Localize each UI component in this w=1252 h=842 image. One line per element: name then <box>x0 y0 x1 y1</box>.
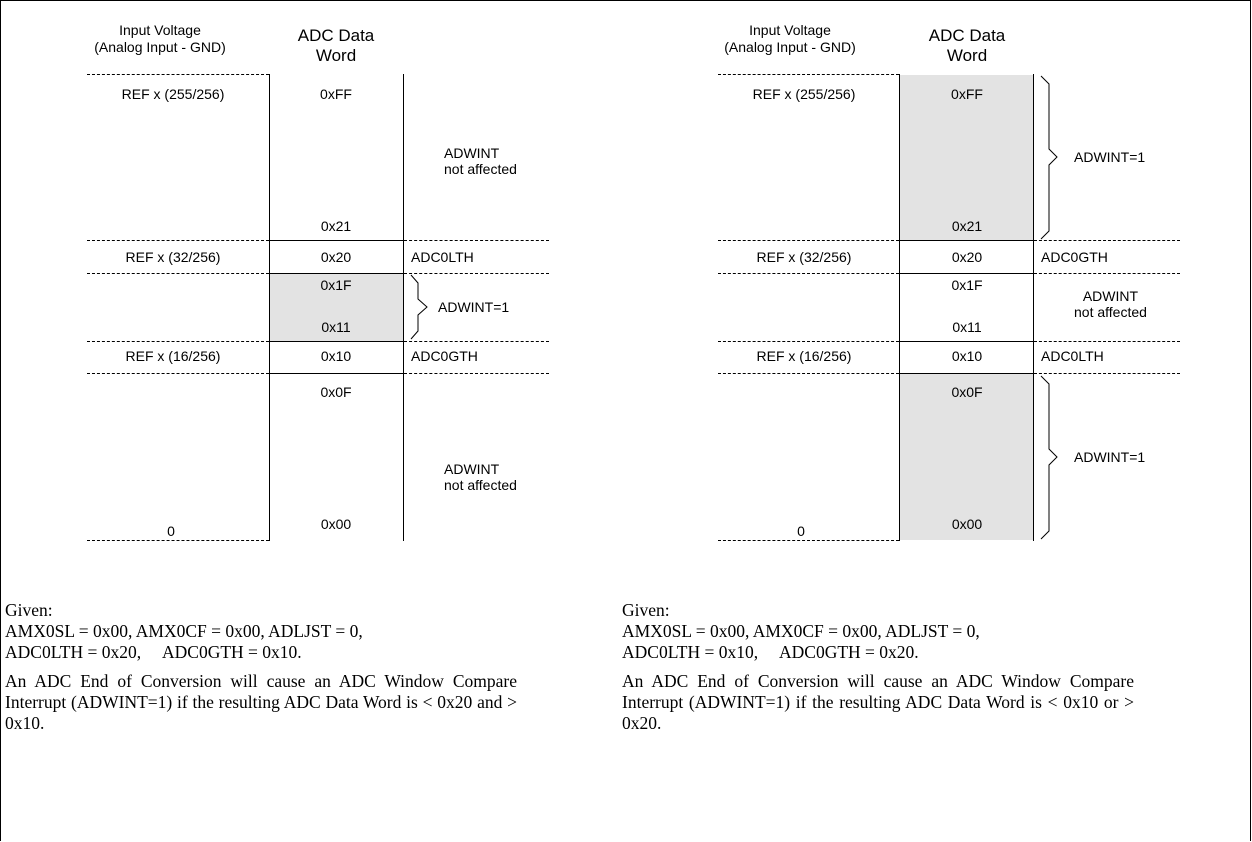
right-mid-annotation-line2: not affected <box>1074 304 1147 320</box>
left-dash-gth-low <box>404 373 549 374</box>
right-dash-ref16-low <box>718 373 899 374</box>
right-top-annotation: ADWINT=1 <box>1074 149 1146 165</box>
right-dash-zero <box>718 540 899 541</box>
left-given-label: Given: <box>5 600 53 620</box>
right-bottom-brace <box>1040 376 1060 539</box>
right-zero-label: 0 <box>797 523 805 539</box>
left-value-1f: 0x1F <box>320 277 352 293</box>
left-dash-lth <box>404 240 549 241</box>
right-value-00: 0x00 <box>951 516 983 532</box>
left-dash-top <box>87 74 269 75</box>
adc-header-line1: ADC Data <box>297 26 375 45</box>
left-description-text: An ADC End of Conversion will cause an ADC Window Compare Interrupt (ADWINT=1) if the resulting ADC Data Word is < 0x20 and > 0x10. <box>5 671 517 733</box>
right-adc-data-word-header <box>929 26 1006 66</box>
right-value-ff: 0xFF <box>951 86 983 102</box>
left-bottom-annotation <box>444 461 517 493</box>
input-voltage-header-line2: (Analog Input - GND) <box>94 39 226 55</box>
right-dash-ref32 <box>718 240 899 241</box>
left-adc-column <box>269 74 404 541</box>
adc-data-word-header <box>298 26 375 66</box>
right-description <box>622 600 1134 734</box>
adc-header-line2: Word <box>315 46 357 65</box>
left-dash-ref16 <box>87 341 269 342</box>
right-solid-20-top <box>899 240 1034 241</box>
right-adc-header-line1: ADC Data <box>928 26 1006 45</box>
right-given-line2: ADC0LTH = 0x10, ADC0GTH = 0x20. <box>622 642 919 662</box>
right-dash-top <box>718 74 899 75</box>
right-value-1f: 0x1F <box>951 277 983 293</box>
right-value-0f: 0x0F <box>951 384 983 400</box>
left-top-annotation-line1: ADWINT <box>444 145 500 161</box>
left-dash-ref16-low <box>87 373 269 374</box>
left-bottom-annotation-line2: not affected <box>444 477 517 493</box>
right-dash-ref16 <box>718 341 899 342</box>
left-value-10: 0x10 <box>320 348 352 364</box>
left-solid-20-top <box>269 240 404 241</box>
right-given-label: Given: <box>622 600 670 620</box>
left-threshold-upper: ADC0LTH <box>411 249 474 265</box>
left-ref-255: REF x (255/256) <box>121 86 225 102</box>
right-adc-header-line2: Word <box>946 46 988 65</box>
left-dash-ref32-low <box>87 273 269 274</box>
left-bottom-annotation-line1: ADWINT <box>444 461 500 477</box>
right-adc-column <box>899 74 1034 541</box>
right-dash-gth-low <box>1034 273 1180 274</box>
right-bottom-annotation: ADWINT=1 <box>1074 449 1146 465</box>
left-ref-16: REF x (16/256) <box>125 348 221 364</box>
right-input-voltage-header <box>724 22 856 56</box>
right-solid-10-top <box>899 341 1034 342</box>
left-value-11: 0x11 <box>321 319 351 335</box>
right-dash-ref32-low <box>718 273 899 274</box>
left-dash-ref32 <box>87 240 269 241</box>
right-ref-32: REF x (32/256) <box>756 249 852 265</box>
right-dash-lth-low <box>1034 373 1180 374</box>
left-solid-10-top <box>269 341 404 342</box>
left-value-00: 0x00 <box>320 516 352 532</box>
left-dash-gth <box>404 341 549 342</box>
right-input-voltage-header-line1: Input Voltage <box>749 22 831 38</box>
left-value-21: 0x21 <box>320 218 352 234</box>
right-threshold-upper: ADC0GTH <box>1041 249 1108 265</box>
right-description-text: An ADC End of Conversion will cause an ADC Window Compare Interrupt (ADWINT=1) if the resulting ADC Data Word is < 0x10 or > 0x20. <box>622 671 1134 733</box>
left-dash-lth-low <box>404 273 549 274</box>
input-voltage-header-line1: Input Voltage <box>119 22 201 38</box>
left-mid-brace <box>410 275 430 339</box>
left-top-annotation-line2: not affected <box>444 161 517 177</box>
right-threshold-lower: ADC0LTH <box>1041 348 1104 364</box>
right-solid-10-bottom <box>899 373 1034 374</box>
left-given-line1: AMX0SL = 0x00, AMX0CF = 0x00, ADLJST = 0, <box>5 621 363 641</box>
left-value-0f: 0x0F <box>320 384 352 400</box>
right-given-line1: AMX0SL = 0x00, AMX0CF = 0x00, ADLJST = 0, <box>622 621 980 641</box>
right-mid-annotation-line1: ADWINT <box>1082 288 1139 304</box>
right-value-20: 0x20 <box>951 249 983 265</box>
input-voltage-header <box>94 22 226 56</box>
right-dash-lth <box>1034 341 1180 342</box>
left-given-line2: ADC0LTH = 0x20, ADC0GTH = 0x10. <box>5 642 302 662</box>
right-mid-annotation <box>1074 288 1147 320</box>
right-solid-20-bottom <box>899 273 1034 274</box>
left-value-20: 0x20 <box>320 249 352 265</box>
right-dash-gth <box>1034 240 1180 241</box>
left-dash-zero <box>87 540 269 541</box>
right-value-21: 0x21 <box>951 218 983 234</box>
right-ref-16: REF x (16/256) <box>756 348 852 364</box>
right-input-voltage-header-line2: (Analog Input - GND) <box>724 39 856 55</box>
left-ref-32: REF x (32/256) <box>125 249 221 265</box>
right-top-brace <box>1040 76 1060 239</box>
left-threshold-lower: ADC0GTH <box>411 348 478 364</box>
right-ref-255: REF x (255/256) <box>752 86 856 102</box>
left-description <box>5 600 517 734</box>
left-zero-label: 0 <box>167 523 175 539</box>
right-value-10: 0x10 <box>951 348 983 364</box>
left-solid-10-bottom <box>269 373 404 374</box>
left-top-annotation <box>444 145 517 177</box>
right-value-11: 0x11 <box>952 319 982 335</box>
left-value-ff: 0xFF <box>320 86 352 102</box>
left-mid-annotation: ADWINT=1 <box>438 299 510 315</box>
left-solid-20-bottom <box>269 273 404 274</box>
